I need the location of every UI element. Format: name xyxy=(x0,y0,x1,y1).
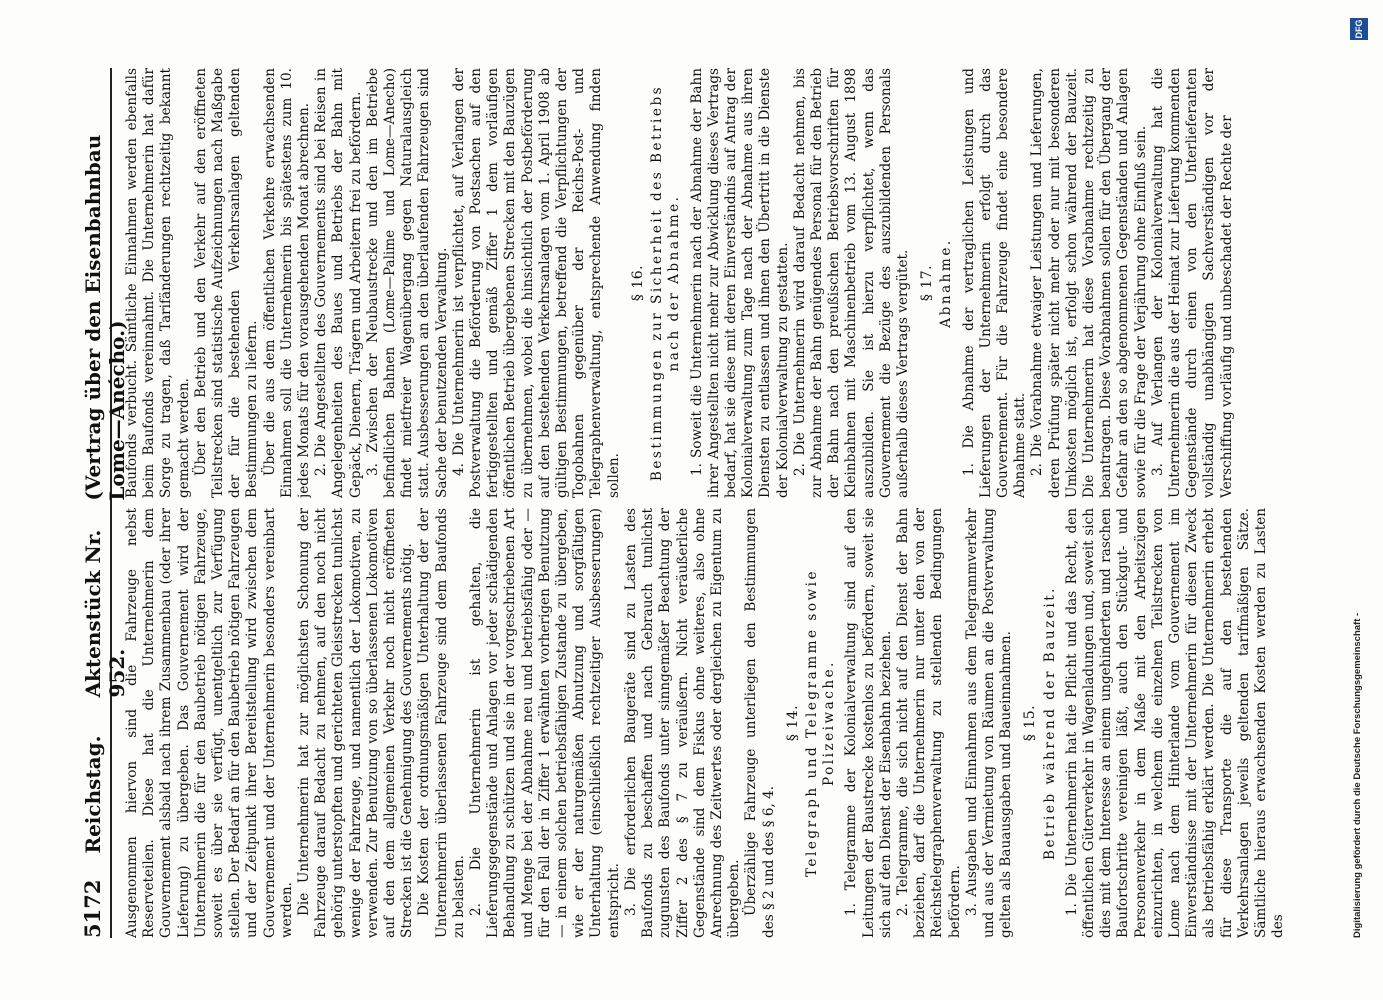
page-header xyxy=(80,68,129,938)
paragraph: 3. Auf Verlangen der Kolonialverwaltung hat die Unternehmerin die aus der Heimat zur Lieferung kommenden Gegenstände durch einen von den Unterlieferanten vollständig unabhängigen Sachverständigen vor der Verschiffung vorläufig und unbeschadet der Rechte der xyxy=(1149,68,1235,498)
paragraph: 2. Die Angestellten des Gouvernements sind bei Reisen in Angelegenheiten des Baues und Betriebs der Bahn mit Gepäck, Dienern, Trägern und Arbeitern frei zu befördern. xyxy=(313,68,364,498)
text-column-right xyxy=(124,68,1314,498)
paragraph: 4. Die Unternehmerin ist verpflichtet, auf Verlangen der Postverwaltung die Beförderung von Postsachen auf den fertiggestellten und gemäß Ziffer 1 dem vorläufigen öffentlichen Betrieb übergebenen Strecken mit den Bauzügen zu übernehmen, wobei die hinsichtlich der Postbeförderung auf den bestehenden Verkehrsanlagen vom 1. April 1908 ab gültigen Bestimmungen, betreffend die Verpflichtungen der Togobahnen gegenüber der Reichs-Post- und Telegraphenverwaltung, entsprechende Anwendung finden sollen. xyxy=(450,68,622,498)
paragraph: Über den Betrieb und den Verkehr auf den eröffneten Teilstrecken sind statistische Aufzeichnungen nach Maßgabe der für die bestehenden Verkehrsanlagen geltenden Bestimmungen zu liefern. xyxy=(192,68,261,498)
section-number: § 16. xyxy=(629,264,646,302)
paragraph: 2. Die Vorabnahme etwaiger Leistungen und Lieferungen, deren Prüfung später nicht mehr oder nur mit besonderen Umkosten möglich ist, erfolgt schon während der Bauzeit. Die Unternehmerin hat diese Vorabnahme rechtzeitig zu beantragen. Diese Vorabnahmen sollen für den Übergang der Gefahr an den so abgenommenen Gegenständen und Anlagen sowie für die Frage der Verjährung ohne Einfluß sein. xyxy=(1029,68,1149,498)
paragraph: Die Unternehmerin hat zur möglichsten Schonung der Fahrzeuge darauf Bedacht zu nehmen, auf den noch nicht gehörig unterstopften und gerichteten Gleisstrecken tunlichst wenige der Fahrzeuge, und namentlich der Lokomotiven, zu verwenden. Zur Benutzung von so überlassenen Lokomotiven auf den dem allgemeinen Verkehr noch nicht eröffneten Strecken ist die Genehmigung des Gouvernements nötig. xyxy=(296,508,416,938)
section-heading: Abnahme. xyxy=(938,238,955,328)
paragraph: 3. Zwischen der Neubaustrecke und den im Betriebe befindlichen Bahnen (Lome—Palime und Lome—Anecho) findet mietfreier Wagenübergang gegen Naturalausgleich statt. Ausbesserungen an den überlaufenden Fahrzeugen sind Sache der benutzenden Verwaltung. xyxy=(364,68,450,498)
paragraph: 2. Die Unternehmerin wird darauf Bedacht nehmen, bis zur Abnahme der Bahn genügendes Personal für den Betrieb der Bahn nach den preußischen Betriebsvorschriften für Kleinbahnen mit Maschinenbetrieb vom 13. August 1898 auszubilden. Sie ist hierzu verpflichtet, wenn das Gouvernement die Bezüge des auszubildenden Personals außerhalb dieses Vertrags vergütet. xyxy=(791,68,911,498)
paragraph: 1. Die Unternehmerin hat die Pflicht und das Recht, den öffentlichen Güterverkehr in Wagenladungen und, soweit sich dies mit dem Interesse an einem ungehinderten und raschen Baufortschritte vereinigen läßt, auch den Stückgut- und Personenverkehr in dem Maße mit den Arbeitszügen einzurichten, in welchem die einzelnen Teilstrecken von Lome nach dem Hinterlande vom Gouvernement im Einverständnisse mit der Unternehmerin für diesen Zweck als betriebsfähig erklärt werden. Die Unternehmerin erhebt für diese Transporte die auf den bestehenden Verkehrsanlagen jeweils geltenden tarifmäßigen Sätze. Sämtliche hieraus erwachsenden Kosten werden zu Lasten des xyxy=(1063,508,1287,938)
section-heading: Telegraph und Telegramme sowie Polizeiwache. xyxy=(803,568,838,878)
section-heading: Betrieb während der Bauzeit. xyxy=(1041,586,1058,860)
header-source: Reichstag. xyxy=(81,735,105,854)
digitization-credit: Digitalisierung gefördert durch die Deutsche Forschungsgemeinschaft - xyxy=(1352,612,1363,938)
paragraph: 1. Die Abnahme der vertraglichen Leistungen und Lieferungen der Unternehmerin erfolgt durch das Gouvernement. Für die Fahrzeuge findet eine besondere Abnahme statt. xyxy=(960,68,1029,498)
paragraph: Die Kosten der ordnungsmäßigen Unterhaltung der der Unternehmerin überlassenen Fahrzeuge sind dem Baufonds zu belasten. xyxy=(416,508,467,938)
section-number: § 17. xyxy=(919,264,936,302)
section-heading: Bestimmungen zur Sicherheit des Betriebs nach der Abnahme. xyxy=(649,84,683,482)
section-number: § 14. xyxy=(784,704,801,742)
paragraph: 3. Die erforderlichen Baugeräte sind zu Lasten des Baufonds zu beschaffen und nach Gebrauch tunlichst zugunsten des Baufonds unter sinngemäßer Beachtung der Ziffer 2 des § 7 zu veräußern. Nicht veräußerliche Gegenstände sind dem Fiskus ohne weiteres, also ohne Anrechnung des Zeitwertes oder dergleichen zu Eigentum zu übergeben. xyxy=(622,508,743,938)
paragraph: 3. Ausgaben und Einnahmen aus dem Telegrammverkehr und aus der Vermietung von Räumen an die Postverwaltung gelten als Bauausgaben und Baueinnahmen. xyxy=(963,508,1015,938)
page-number: 5172 xyxy=(80,879,105,938)
paragraph: 1. Telegramme der Kolonialverwaltung sind auf den Leitungen der Baustrecke kostenlos zu befördern, soweit sie sich auf den Dienst der Eisenbahn beziehen. xyxy=(843,508,894,938)
paragraph-continuation: Baufonds verbucht. Sämtliche Einnahmen werden ebenfalls beim Baufonds vereinnahmt. Die Unternehmerin hat dafür Sorge zu tragen, daß Tarifänderungen rechtzeitig bekannt gemacht werden. xyxy=(124,68,192,498)
paragraph: Überzählige Fahrzeuge unterliegen den Bestimmungen des § 2 und des § 6, 4. xyxy=(743,508,777,938)
header-document-number: Aktenstück Nr. 952. xyxy=(81,529,129,698)
dfg-logo: DFG xyxy=(1350,18,1368,40)
paragraph: 2. Telegramme, die sich nicht auf den Dienst der Bahn beziehen, darf die Unternehmerin nur unter den von der Reichstelegraphenverwaltung zu stellenden Bedingungen befördern. xyxy=(894,508,963,938)
section-number: § 15. xyxy=(1022,704,1039,742)
paragraph: Über die aus dem öffentlichen Verkehre erwachsenden Einnahmen soll die Unternehmerin bis spätestens zum 10. jedes Monats für den vorausgehenden Monat abrechnen. xyxy=(261,68,313,498)
paragraph-continuation: Ausgenommen hiervon sind die Fahrzeuge nebst Reserveteilen. Diese hat die Unternehmerin dem Gouvernement alsbald nach ihrem Zusammenbau (oder ihrer Lieferung) zu übergeben. Das Gouvernement wird der Unternehmerin die für den Baubetrieb nötigen Fahrzeuge, soweit es über sie verfügt, unentgeltlich zur Verfügung stellen. Der Bedarf an für den Baubetrieb nötigen Fahrzeugen und der Zeitpunkt ihrer Bereitstellung wird zwischen dem Gouvernement und der Unternehmerin besonders vereinbart werden. xyxy=(124,508,295,938)
paragraph: 2. Die Unternehmerin ist gehalten, die Lieferungsgegenstände und Anlagen vor jeder schädigenden Behandlung zu schützen und sie in der vorgeschriebenen Art und Menge bei der Abnahme neu und betriebsfähig oder — für den Fall der in Ziffer 1 erwähnten vorherigen Benutzung — in einem solchen betriebsfähigen Zustande zu übergeben, wie er der naturgemäßen Abnutzung und sorgfältigen Unterhaltung (einschließlich rechtzeitiger Ausbesserungen) entspricht. xyxy=(468,508,622,938)
text-column-left xyxy=(124,508,1314,938)
header-title: (Vertrag über den Eisenbahnbau Lome—Anécho.) xyxy=(81,134,129,501)
paragraph: 1. Soweit die Unternehmerin nach der Abnahme der Bahn ihrer Angestellten nicht mehr zur Abwicklung dieses Vertrags bedarf, hat sie diese mit deren Einverständnis auf Antrag der Kolonialverwaltung zum Tage nach der Abnahme aus ihren Diensten zu entlassen und ihnen den Übertritt in die Dienste der Kolonialverwaltung zu gestatten. xyxy=(688,68,791,498)
